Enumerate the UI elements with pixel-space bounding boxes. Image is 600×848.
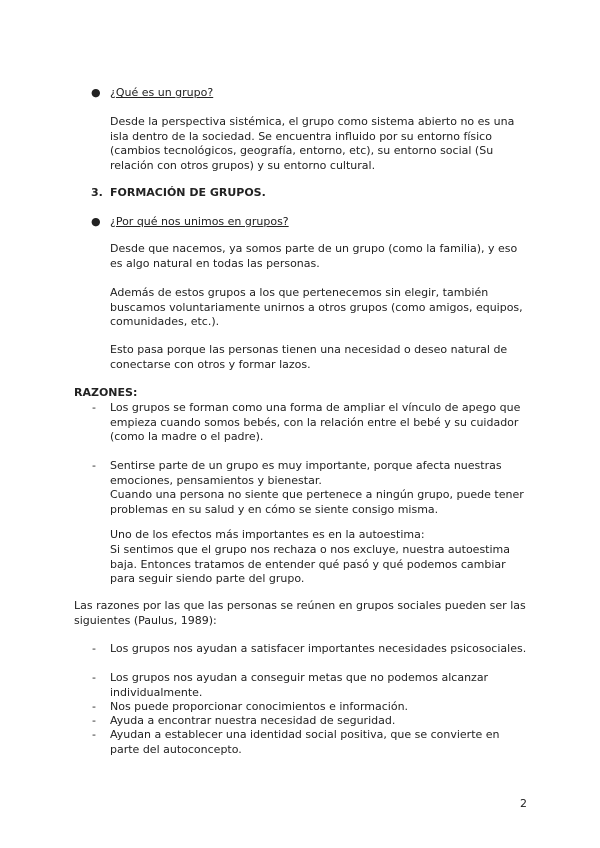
section-number: 3. <box>91 186 103 199</box>
bullet-dot: ● <box>91 86 101 99</box>
paulus-item: Ayudan a establecer una identidad social positiva, que se convierte en parte del autoconcepto. <box>110 728 500 756</box>
heading-que-es-un-grupo: ¿Qué es un grupo? <box>110 86 214 99</box>
paragraph-desde-que-nacemos: Desde que nacemos, ya somos parte de un grupo (como la familia), y eso es algo natural en todas las personas. <box>110 242 518 270</box>
heading-por-que-nos-unimos: ¿Por qué nos unimos en grupos? <box>110 215 289 228</box>
list-dash: - <box>92 700 96 713</box>
razones-item-continuation: Cuando una persona no siente que pertenece a ningún grupo, puede tener problemas en su salud y en cómo se siente consigo misma. <box>110 488 524 516</box>
paragraph-perspectiva-sistemica: Desde la perspectiva sistémica, el grupo como sistema abierto no es una isla dentro de la sociedad. Se encuentra influido por su entorno físico (cambios tecnológicos, geografía, entorno, etc), su entorno social (Su relación con otros grupos) y su entorno cultural. <box>110 115 515 172</box>
paragraph-conectarse: Esto pasa porque las personas tienen una necesidad o deseo natural de conectarse con otros y formar lazos. <box>110 343 508 371</box>
paulus-item: Los grupos nos ayudan a conseguir metas que no podemos alcanzar individualmente. <box>110 671 489 699</box>
bullet-dot: ● <box>91 215 101 228</box>
autoestima-text: Si sentimos que el grupo nos rechaza o nos excluye, nuestra autoestima baja. Entonces tratamos de entender qué pasó y qué podemos cambiar para seguir siendo parte del grupo. <box>110 543 511 585</box>
list-dash: - <box>92 642 96 655</box>
paulus-item: Los grupos nos ayudan a satisfacer importantes necesidades psicosociales. <box>110 642 527 655</box>
razones-item-sentirse-parte: Sentirse parte de un grupo es muy importante, porque afecta nuestras emociones, pensamientos y bienestar. <box>110 459 502 487</box>
list-dash: - <box>92 728 96 741</box>
section-title-formacion: FORMACIÓN DE GRUPOS. <box>110 186 266 199</box>
paulus-item: Ayuda a encontrar nuestra necesidad de seguridad. <box>110 714 396 727</box>
list-dash: - <box>92 671 96 684</box>
list-dash: - <box>92 459 96 472</box>
paulus-item: Nos puede proporcionar conocimientos e información. <box>110 700 409 713</box>
list-dash: - <box>92 401 96 414</box>
razones-item-apego: Los grupos se forman como una forma de ampliar el vínculo de apego que empieza cuando somos bebés, con la relación entre el bebé y su cuidador (como la madre o el padre). <box>110 401 521 443</box>
autoestima-intro: Uno de los efectos más importantes es en la autoestima: <box>110 528 425 541</box>
page-number: 2 <box>520 797 527 810</box>
list-dash: - <box>92 714 96 727</box>
razones-title: RAZONES: <box>74 386 138 399</box>
paulus-intro: Las razones por las que las personas se reúnen en grupos sociales pueden ser las siguientes (Paulus, 1989): <box>74 599 526 627</box>
paragraph-ademas: Además de estos grupos a los que pertenecemos sin elegir, también buscamos voluntariamente unirnos a otros grupos (como amigos, equipos, comunidades, etc.). <box>110 286 523 328</box>
